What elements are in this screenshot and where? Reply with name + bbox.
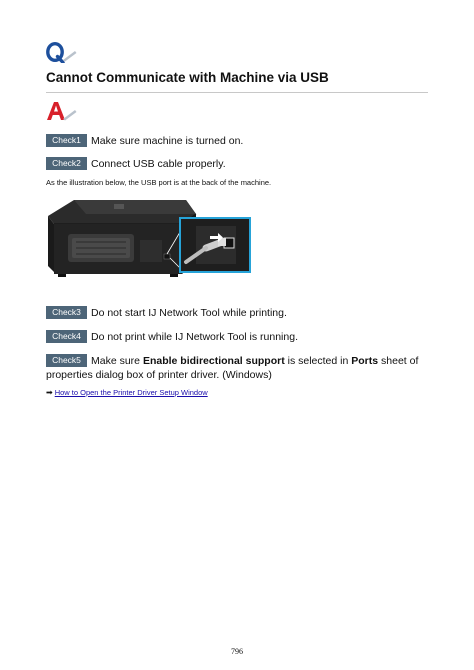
check-badge: Check2: [46, 157, 87, 170]
check-text-part: sheet of: [378, 354, 419, 367]
check-text-part: is selected in: [284, 354, 352, 367]
question-q-icon: [46, 41, 78, 63]
check-text: Connect USB cable properly.: [91, 157, 226, 170]
printer-usb-illustration: [46, 196, 252, 288]
answer-a-icon: [46, 100, 78, 122]
check-item-1: [46, 134, 243, 147]
setting-name-bold: Enable bidirectional support: [142, 354, 285, 367]
driver-setup-link[interactable]: How to Open the Printer Driver Setup Window: [54, 388, 208, 397]
check-text-part: Make sure: [91, 354, 143, 367]
check-item-2: [46, 157, 226, 170]
check-item-5: [46, 354, 418, 367]
check-text-continuation: properties dialog box of printer driver. (Windows): [46, 369, 272, 381]
check-badge: Check1: [46, 134, 87, 147]
check-item-4: [46, 330, 298, 343]
check-badge: Check4: [46, 330, 87, 343]
check-text: Do not print while IJ Network Tool is running.: [91, 330, 298, 343]
sheet-name-bold: Ports: [351, 354, 379, 367]
page-title: Cannot Communicate with Machine via USB: [46, 70, 329, 85]
check-text: Do not start IJ Network Tool while printing.: [91, 306, 287, 319]
title-divider: [46, 92, 428, 93]
page-number: 796: [231, 647, 243, 656]
arrow-right-icon: ➡: [46, 388, 53, 397]
driver-setup-link-row[interactable]: [46, 388, 208, 397]
check-badge: Check3: [46, 306, 87, 319]
usb-port-note: As the illustration below, the USB port is at the back of the machine.: [46, 178, 272, 187]
check-text: [91, 355, 418, 367]
check-text: Make sure machine is turned on.: [91, 134, 244, 147]
check-item-3: [46, 306, 287, 319]
check-badge: Check5: [46, 354, 87, 367]
